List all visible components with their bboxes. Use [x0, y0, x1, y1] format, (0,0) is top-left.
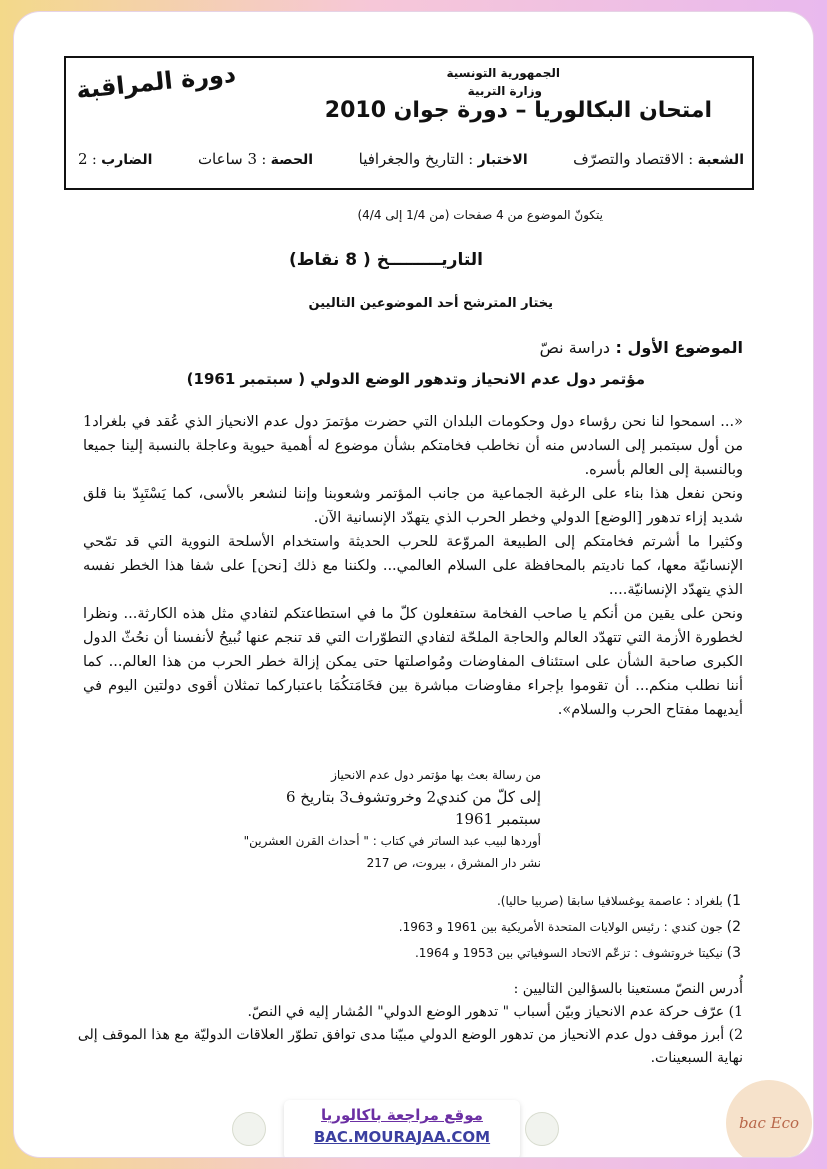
- footnote: 3) نيكيتا خروتشوف : تزعّم الاتحاد السوفياتي بين 1953 و 1964.: [414, 945, 741, 961]
- passage-paragraph: «... اسمحوا لنا نحن رؤساء دول وحكومات البلدان التي حضرت مؤتمرَ دول عدم الانحياز الذي عُقد في بلغراد1 من أول سبتمبر إلى السادس منه أن نخاطب فخامتكم بشأن موضوع له أهمية حيوية وعاجلة بالنسبة إلينا جميعا وبالنسبة إلى العالم بأسره.: [83, 414, 743, 478]
- book-logo-icon: [525, 1112, 559, 1146]
- bac-eco-badge: bac Eco: [726, 1080, 812, 1157]
- pages-note: يتكونّ الموضوع من 4 صفحات (من 1/4 إلى 4/4): [357, 208, 603, 222]
- coefficient-info: الضارب : 2: [78, 150, 153, 168]
- passage-paragraph: وكثيرا ما أشرتم فخامتكم إلى الطبيعة المروّعة للحرب الحديثة واستخدام الأسلحة النووية التي قد تمّحي الإنسانيّة معها، كما ناديتم بالمحافظة على السلام العالمي... ولكننا مع ذلك [نحن] على شفا هذا الخطر نفسه الذي يتهدّد الإنسانيّة....: [83, 534, 743, 598]
- exam-info: الاختبار : التاريخ والجغرافيا: [358, 150, 528, 168]
- duration-info: الحصة : 3 ساعات: [197, 150, 314, 168]
- footnote: 2) جون كندي : رئيس الولايات المتحدة الأمريكية بين 1961 و 1963.: [398, 919, 741, 935]
- question-item: 2) أبرز موقف دول عدم الانحياز من تدهور الوضع الدولي مبيّنا مدى توافق تطوّر العلاقات الدوليّة مع هذا الموقف إلى نهاية السبعينات.: [77, 1027, 743, 1066]
- questions-intro: أُدرس النصّ مستعينا بالسؤالين التاليين :: [513, 981, 743, 997]
- passage-paragraph: ونحن على يقين من أنكم يا صاحب الفخامة ستفعلون كلّ ما في استطاعتكم لتفادي مثل هذه الكارثة... ونظرا لخطورة الأزمة التي تتهدّد العالم والحاجة الملحّة لتفادي التطوّرات التي قد تنجم عنها نُبيحُ لأنفسنا أن نحُثّ الدول الكبرى صاحبة الشأن على استئناف المفاوضات ومُواصلتها حتى يمكن إزالة خطر الحرب من هذا العالم... كما أننا نطلب منكم... أن تقوموا بإجراء مفاوضات مباشرة بين فخَامَتكُمَا باعتباركما تمثلان أقوى دولتين اليوم في أيديهما مفتاح الحرب والسلام».: [83, 606, 743, 718]
- footnote: 1) بلغراد : عاصمة يوغسلافيا سابقا (صربيا حاليا).: [496, 893, 741, 909]
- subject-heading: الموضوع الأول : دراسة نصّ: [539, 338, 743, 357]
- site-url[interactable]: BAC.MOURAJAA.COM: [313, 1128, 491, 1146]
- history-section-title: التاريـــــــــخ ( 8 نقاط): [288, 250, 483, 270]
- question-item: 1) عرّف حركة عدم الانحياز وبيّن أسباب " تدهور الوضع الدولي" المُشار إليه في النصّ.: [247, 1004, 743, 1020]
- passage-paragraph: ونحن نفعل هذا بناء على الرغبة الجماعية من جانب المؤتمر وشعوبنا وإننا لنشعر بالأسى، كما يَسْتَبِدّ بنا قلق شديد إزاء تدهور [الوضع] الدولي وخطر الحرب الذي يتهدّد الإنسانية الآن.: [83, 486, 743, 526]
- document-page: [14, 12, 813, 1157]
- site-name-arabic[interactable]: موقع مراجعة باكالوريا: [321, 1106, 483, 1124]
- book-logo-icon: [232, 1112, 266, 1146]
- exam-title: امتحان البكالوريا – دورة جوان 2010: [324, 98, 712, 123]
- questions: [73, 978, 743, 1070]
- session-badge: دورة المراقبة: [74, 59, 238, 105]
- exam-header: [64, 56, 754, 190]
- source-passage: [83, 410, 743, 722]
- section-info: الشعبة : الاقتصاد والتصرّف: [573, 150, 744, 168]
- choose-instruction: يختار المترشح أحد الموضوعين التاليين: [308, 296, 553, 311]
- source-citation: من رسالة بعث بها مؤتمر دول عدم الانحياز إلى كلّ من كندي2 وخروتشوف3 بتاريخ 6 سبتمبر 1961 أوردها لبيب عبد الساتر في كتاب : " أحداث القرن العشرين" نشر دار المشرق ، بيروت، ص 217: [243, 768, 541, 870]
- republic-label: الجمهورية التونسية: [446, 66, 560, 80]
- footnotes: [241, 888, 741, 966]
- site-banner-link[interactable]: [284, 1100, 520, 1157]
- ministry-label: وزارة التربية: [467, 84, 542, 98]
- exam-info-row: [78, 150, 744, 168]
- text-title: مؤتمر دول عدم الانحياز وتدهور الوضع الدولي ( سبتمبر 1961): [186, 370, 645, 388]
